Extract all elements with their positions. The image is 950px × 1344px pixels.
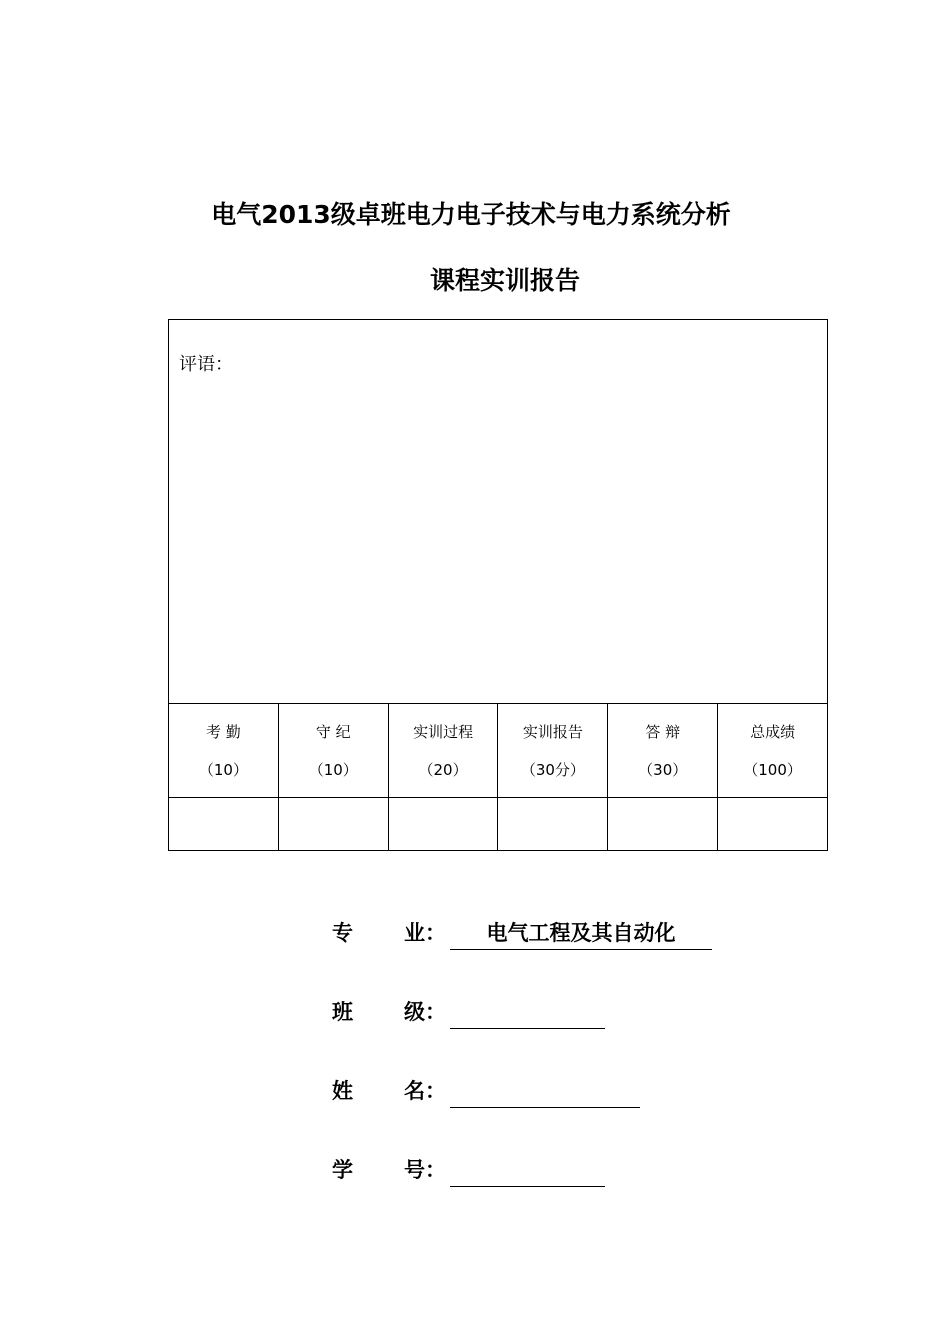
score-name: 考 勤 [206, 723, 241, 741]
info-label: 姓 [332, 1079, 353, 1103]
score-header-total [718, 704, 828, 798]
score-input-discipline[interactable] [278, 798, 388, 851]
score-header-defense [608, 704, 718, 798]
info-label: 业： [404, 921, 446, 945]
score-header-process [388, 704, 498, 798]
score-points: （10） [308, 761, 358, 779]
score-points: （30分） [520, 761, 585, 779]
info-label: 号： [404, 1158, 446, 1182]
score-points: （100） [743, 761, 802, 779]
class-field[interactable] [450, 996, 605, 1029]
comment-box[interactable] [169, 320, 828, 704]
score-name: 实训过程 [413, 723, 474, 741]
score-name: 总成绩 [750, 723, 796, 741]
score-input-defense[interactable] [608, 798, 718, 851]
name-field[interactable] [450, 1075, 640, 1108]
info-label: 学 [332, 1158, 353, 1182]
score-input-attendance[interactable] [169, 798, 279, 851]
score-points: （20） [418, 761, 468, 779]
score-header-discipline [278, 704, 388, 798]
score-input-total[interactable] [718, 798, 828, 851]
info-label: 专 [332, 921, 353, 945]
score-header-attendance [169, 704, 279, 798]
report-title-line2: 课程实训报告 [429, 266, 580, 295]
score-header-report [498, 704, 608, 798]
score-input-process[interactable] [388, 798, 498, 851]
student-id-field[interactable] [450, 1154, 605, 1187]
score-name: 守 纪 [315, 723, 351, 741]
score-name: 答 辩 [645, 723, 681, 741]
evaluation-table [168, 319, 828, 851]
score-points: （30） [638, 761, 688, 779]
comment-label: 评语： [179, 354, 233, 375]
score-name: 实训报告 [522, 723, 583, 741]
info-label: 班 [332, 1000, 353, 1024]
score-input-report[interactable] [498, 798, 608, 851]
major-field[interactable]: 电气工程及其自动化 [450, 917, 712, 950]
score-points: （10） [198, 761, 248, 779]
report-title-line1: 电气2013级卓班电力电子技术与电力系统分析 [211, 200, 731, 229]
info-label: 级： [404, 1000, 446, 1024]
info-label: 名： [404, 1079, 446, 1103]
